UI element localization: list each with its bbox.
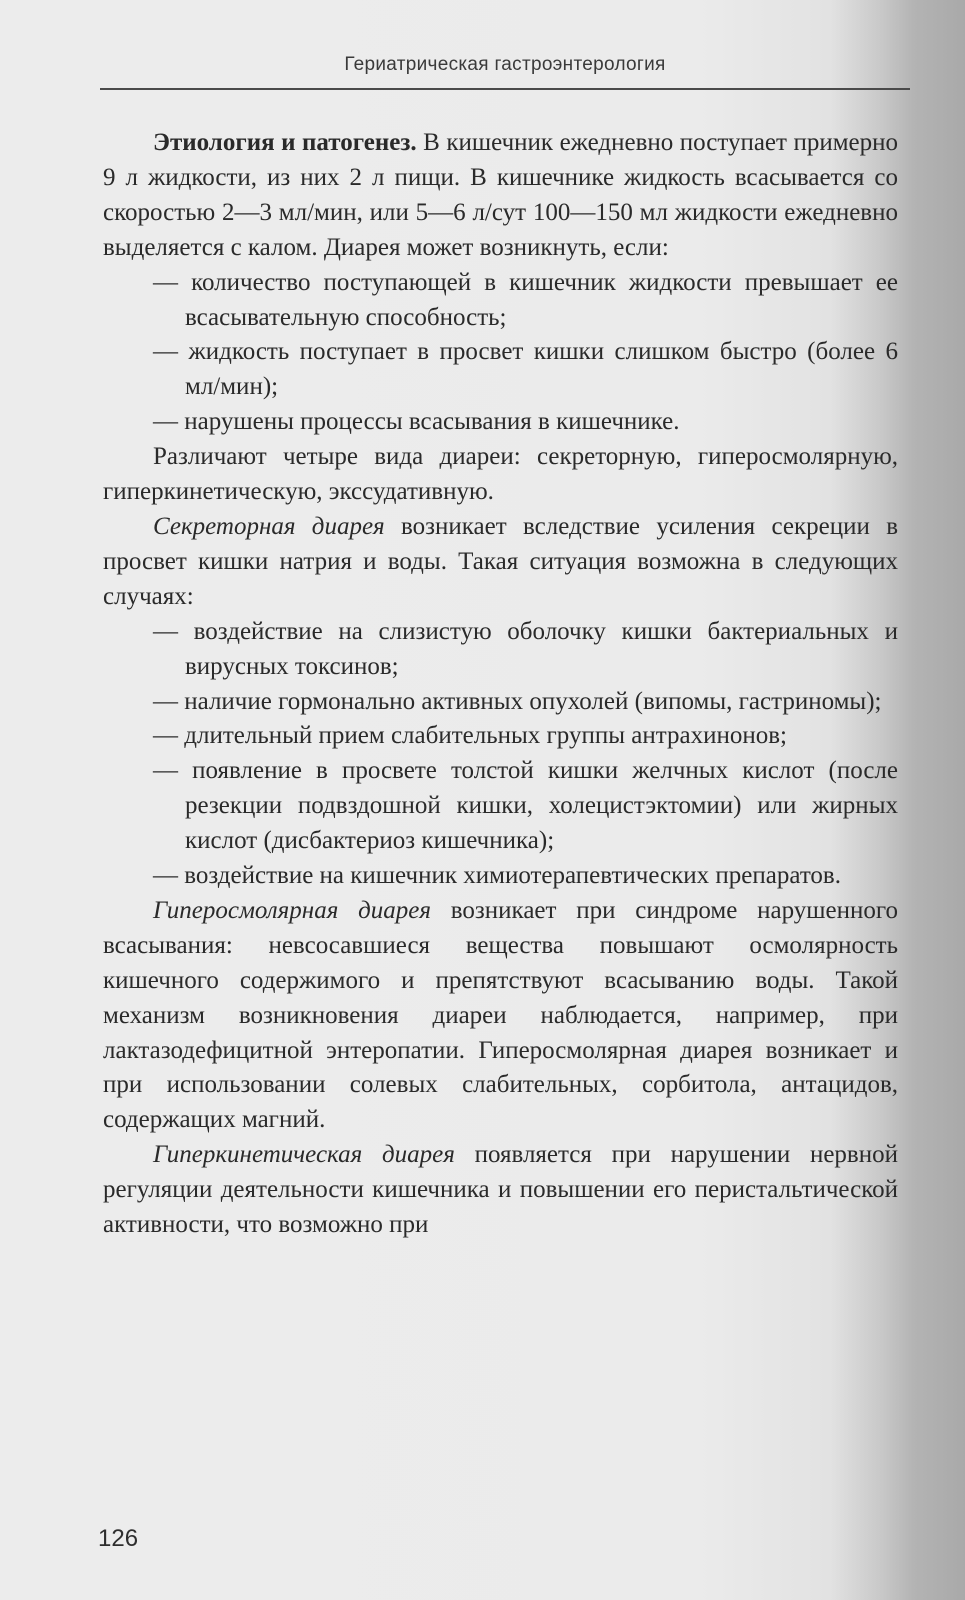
condition-item: — количество поступающей в кишечник жидкости превышает ее всасывательную способность; [153, 268, 898, 331]
hyperosmolar-term: Гиперосмолярная диарея [153, 896, 431, 924]
header-rule [100, 88, 910, 90]
types-paragraph: Различают четыре вида диареи: секреторную, гиперосмолярную, гиперкинетическую, экссудативную. [103, 443, 898, 506]
secretory-case-item: — воздействие на кишечник химиотерапевтических препаратов. [153, 862, 841, 890]
secretory-term: Секреторная диарея [153, 512, 385, 540]
hyperkinetic-paragraph [103, 1138, 898, 1243]
secretory-case-item: — появление в просвете толстой кишки желчных кислот (после резекции подвздошной кишки, холецистэктомии) или жирных кислот (дисбактериоз кишечника); [153, 757, 898, 855]
hyperkinetic-term: Гиперкинетическая диарея [153, 1141, 455, 1169]
secretory-text: возникает вследствие усиления секреции в просвет кишки натрия и воды. Такая ситуация возможна в следующих случаях: [103, 512, 898, 610]
etiology-paragraph [103, 126, 898, 266]
running-header: Гериатрическая гастроэнтерология [344, 54, 666, 75]
condition-item: — жидкость поступает в просвет кишки слишком быстро (более 6 мл/мин); [153, 338, 898, 401]
secretory-paragraph [103, 510, 898, 615]
etiology-text: В кишечник ежедневно поступает примерно 9 л жидкости, из них 2 л пищи. В кишечнике жидкость всасывается со скоростью 2—3 мл/мин, или 5—6 л/сут 100—150 мл жидкости ежедневно выделяется с калом. Диарея может возникнуть, если: [103, 129, 898, 261]
secretory-case-item: — воздействие на слизистую оболочку кишки бактериальных и вирусных токсинов; [153, 617, 898, 680]
secretory-case-item: — наличие гормонально активных опухолей (випомы, гастриномы); [153, 687, 882, 715]
hyperosmolar-paragraph [103, 894, 898, 1138]
page-number: 126 [98, 1525, 139, 1552]
hyperosmolar-text: возникает при синдроме нарушенного всасывания: невсосавшиеся вещества повышают осмолярность кишечного содержимого и препятствуют всасыванию воды. Такой механизм возникновения диареи наблюдается, например, при лактазодефицитной энтеропатии. Гиперосмолярная диарея возникает и при использовании солевых слабительных, сорбитола, антацидов, содержащих магний. [103, 896, 898, 1134]
page-body [103, 126, 898, 1243]
etiology-heading: Этиология и патогенез. [153, 129, 417, 156]
condition-item: — нарушены процессы всасывания в кишечнике. [153, 408, 680, 436]
hyperkinetic-text: появляется при нарушении нервной регуляции деятельности кишечника и повышении его перистальтической активности, что возможно при [103, 1141, 898, 1239]
secretory-case-item: — длительный прием слабительных группы антрахинонов; [153, 722, 787, 750]
